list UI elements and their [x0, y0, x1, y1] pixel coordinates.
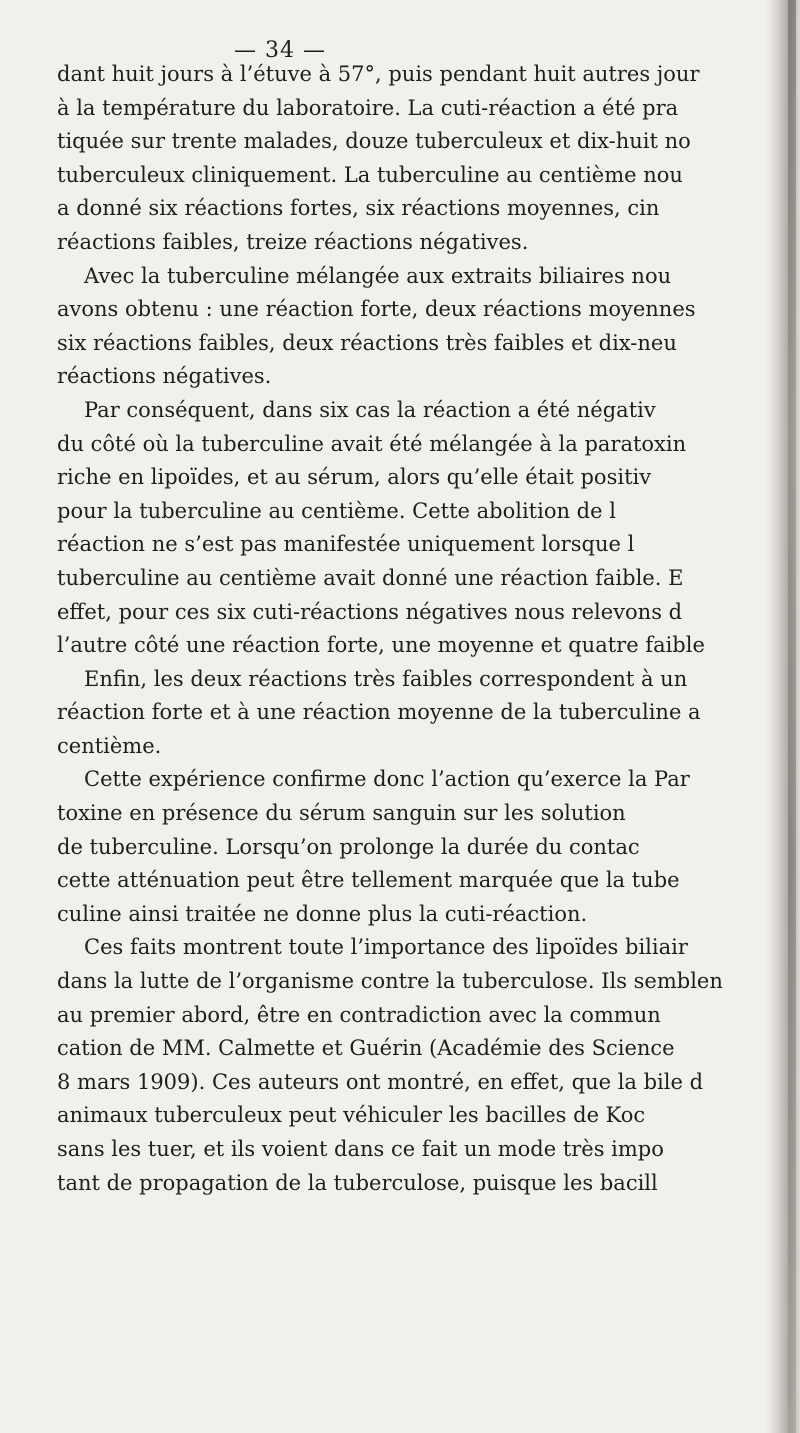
text-line: réaction forte et à une réaction moyenne de la tuberculine a	[57, 700, 701, 725]
page-number: — 34 —	[234, 38, 326, 63]
text-line: Avec la tuberculine mélangée aux extraits biliaires nou	[84, 263, 672, 288]
text-line: réaction ne s’est pas manifestée uniquement lorsque l	[57, 532, 635, 557]
body-text	[57, 58, 800, 1200]
text-line: effet, pour ces six cuti-réactions négatives nous relevons d	[57, 599, 683, 624]
text-line: dans la lutte de l’organisme contre la tuberculose. Ils semblen	[57, 969, 723, 994]
text-line: toxine en présence du sérum sanguin sur les solution	[57, 801, 626, 826]
text-line: réactions négatives.	[57, 364, 272, 389]
text-line: tiquée sur trente malades, douze tuberculeux et dix-huit no	[57, 129, 691, 154]
text-line: cation de MM. Calmette et Guérin (Académie des Science	[57, 1036, 675, 1061]
text-line: tuberculeux cliniquement. La tuberculine au centième nou	[57, 162, 683, 187]
text-line: cette atténuation peut être tellement marquée que la tube	[57, 868, 680, 893]
text-line: Par conséquent, dans six cas la réaction a été négativ	[84, 397, 656, 422]
text-line: dant huit jours à l’étuve à 57°, puis pendant huit autres jour	[57, 62, 700, 86]
page-edge-binding	[788, 0, 796, 1433]
text-line: Enfin, les deux réactions très faibles correspondent à un	[84, 666, 688, 691]
text-line: 8 mars 1909). Ces auteurs ont montré, en effet, que la bile d	[57, 1069, 704, 1094]
text-line: avons obtenu : une réaction forte, deux réactions moyennes	[57, 297, 696, 322]
text-line: six réactions faibles, deux réactions très faibles et dix-neu	[57, 330, 677, 355]
text-line: de tuberculine. Lorsqu’on prolonge la durée du contac	[57, 834, 640, 859]
text-line: pour la tuberculine au centième. Cette abolition de l	[57, 498, 616, 523]
text-line: culine ainsi traitée ne donne plus la cuti-réaction.	[57, 901, 588, 926]
text-line: du côté où la tuberculine avait été mélangée à la paratoxin	[57, 431, 687, 456]
text-line: Ces faits montrent toute l’importance des lipoïdes biliair	[84, 935, 688, 960]
text-line: a donné six réactions fortes, six réactions moyennes, cin	[57, 196, 660, 221]
text-line: tant de propagation de la tuberculose, puisque les bacill	[57, 1170, 658, 1195]
text-line: à la température du laboratoire. La cuti-réaction a été pra	[57, 95, 679, 120]
text-line: centième.	[57, 733, 162, 758]
text-line: au premier abord, être en contradiction avec la commun	[57, 1002, 661, 1027]
text-line: Cette expérience confirme donc l’action qu’exerce la Par	[84, 767, 690, 792]
text-line: tuberculine au centième avait donné une réaction faible. E	[57, 565, 684, 590]
text-line: animaux tuberculeux peut véhiculer les bacilles de Koc	[57, 1103, 646, 1128]
text-line: riche en lipoïdes, et au sérum, alors qu’elle était positiv	[57, 465, 652, 490]
text-line: sans les tuer, et ils voient dans ce fait un mode très impo	[57, 1137, 664, 1161]
text-line: réactions faibles, treize réactions négatives.	[57, 229, 529, 254]
text-line: l’autre côté une réaction forte, une moyenne et quatre faible	[57, 633, 705, 658]
